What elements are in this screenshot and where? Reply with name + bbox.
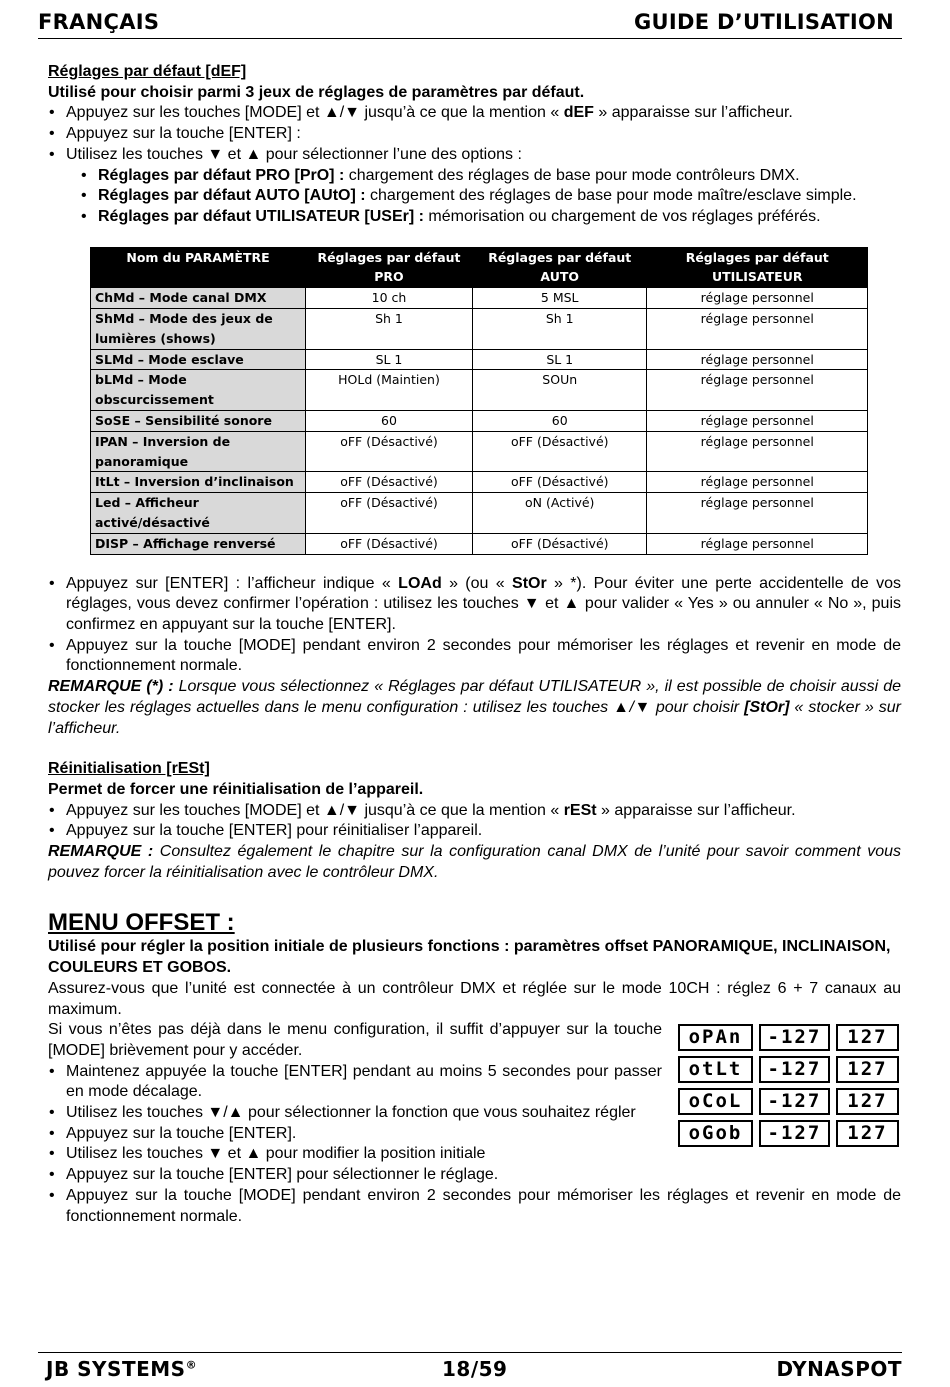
param-name: ShMd – Mode des jeux de lumières (shows) (91, 309, 306, 350)
page-content (48, 62, 901, 1227)
param-name: SoSE – Sensibilité sonore (91, 411, 306, 432)
offset-bullet-3: • Appuyez sur la touche [ENTER]. (48, 1124, 662, 1145)
page-footer (38, 1352, 902, 1387)
lcd-function-display: oPAn (678, 1024, 753, 1051)
param-user: réglage personnel (647, 533, 868, 554)
lcd-max-display: 127 (836, 1056, 899, 1083)
lcd-row-tilt (678, 1056, 899, 1083)
param-auto: Sh 1 (472, 309, 647, 350)
param-auto: 60 (472, 411, 647, 432)
param-pro: 60 (306, 411, 473, 432)
param-name: DISP – Affichage renversé (91, 533, 306, 554)
lcd-function-display: oCoL (678, 1088, 753, 1115)
offset-text-column (48, 1020, 662, 1186)
rest-section-title: Réinitialisation [rESt] (48, 760, 210, 778)
load-display-code: LOAd (398, 574, 442, 592)
param-user: réglage personnel (647, 288, 868, 309)
offset-bullet-list (48, 1062, 662, 1186)
param-pro: Sh 1 (306, 309, 473, 350)
remark-text: Lorsque vous sélectionnez « Réglages par défaut UTILISATEUR », il est possible de choisir aussi de stocker les réglages actuelles dans le menu configuration : utilisez les touches ▲/▼ pour choisir (48, 678, 901, 716)
footer-brand-name: JB SYSTEMS (46, 1357, 186, 1381)
default-settings-table (90, 247, 868, 555)
param-user: réglage personnel (647, 431, 868, 472)
offset-instructions (48, 1020, 901, 1186)
header-guide-title: GUIDE D’UTILISATION (634, 10, 894, 34)
def-option-user-text: mémorisation ou chargement de vos réglages préférés. (423, 207, 821, 225)
lcd-row-color (678, 1088, 899, 1115)
param-pro: HOLd (Maintien) (306, 370, 473, 411)
table-header-name: Nom du PARAMÈTRE (91, 247, 306, 288)
table-row (91, 472, 868, 493)
registered-mark: ® (185, 1358, 198, 1372)
after-table-list (48, 574, 901, 678)
param-name: bLMd – Mode obscurcissement (91, 370, 306, 411)
param-auto: oFF (Désactivé) (472, 533, 647, 554)
param-pro: oFF (Désactivé) (306, 472, 473, 493)
remark-reset-text: Consultez également le chapitre sur la configuration canal DMX de l’unité pour savoir comment vous pouvez forcer la réinitialisation avec le contrôleur DMX. (48, 843, 902, 881)
rest-display-code: rESt (563, 801, 597, 819)
remark-reset-label: REMARQUE : (48, 843, 154, 861)
table-header-pro: Réglages par défaut PRO (306, 247, 473, 288)
lcd-max-display: 127 (836, 1088, 899, 1115)
table-header-user: Réglages par défaut UTILISATEUR (647, 247, 868, 288)
param-user: réglage personnel (647, 309, 868, 350)
lcd-min-display: -127 (759, 1088, 830, 1115)
param-name: ItLt – Inversion d’inclinaison (91, 472, 306, 493)
def-option-auto-text: chargement des réglages de base pour mode maître/esclave simple. (365, 187, 857, 205)
table-row (91, 493, 868, 534)
def-option-pro (80, 166, 901, 187)
param-pro: oFF (Désactivé) (306, 533, 473, 554)
def-option-auto (80, 186, 901, 207)
offset-bullet-1: • Maintenez appuyée la touche [ENTER] pendant au moins 5 secondes pour passer en mode décalage. (48, 1062, 662, 1103)
param-pro: oFF (Désactivé) (306, 431, 473, 472)
table-row (91, 411, 868, 432)
load-bullet-text-b: » (ou « (441, 574, 513, 592)
table-row (91, 533, 868, 554)
lcd-function-display: oGob (678, 1120, 753, 1147)
remark-user-defaults (48, 677, 901, 739)
param-auto: oFF (Désactivé) (472, 472, 647, 493)
remark-stor-code: [StOr] (744, 698, 790, 716)
lcd-row-gobo (678, 1120, 899, 1147)
def-bullet-1-text: Appuyez sur les touches [MODE] et ▲/▼ jusqu’à ce que la mention « (66, 104, 564, 122)
def-section-title: Réglages par défaut [dEF] (48, 63, 247, 80)
def-option-pro-text: chargement des réglages de base pour mode contrôleurs DMX. (344, 166, 800, 184)
table-row (91, 370, 868, 411)
param-name: Led – Afficheur activé/désactivé (91, 493, 306, 534)
table-header-row (91, 247, 868, 288)
lcd-function-display: otLt (678, 1056, 753, 1083)
param-user: réglage personnel (647, 493, 868, 534)
rest-bullet-1-text: Appuyez sur les touches [MODE] et ▲/▼ jusqu’à ce que la mention « (66, 801, 564, 819)
param-name: ChMd – Mode canal DMX (91, 288, 306, 309)
footer-product-name: DYNASPOT (776, 1357, 902, 1381)
offset-intro-2: Si vous n’êtes pas déjà dans le menu configuration, il suffit d’appuyer sur la touche [MODE] brièvement pour y accéder. (48, 1021, 662, 1059)
remark-label: REMARQUE (*) : (48, 678, 174, 696)
table-row (91, 288, 868, 309)
lcd-min-display: -127 (759, 1056, 830, 1083)
def-option-pro-label: Réglages par défaut PRO [PrO] : (98, 166, 345, 184)
param-auto: 5 MSL (472, 288, 647, 309)
lcd-max-display: 127 (836, 1024, 899, 1051)
remark-reset (48, 842, 901, 883)
def-option-user-label: Réglages par défaut UTILISATEUR [USEr] : (98, 207, 424, 225)
param-pro: 10 ch (306, 288, 473, 309)
param-auto: oFF (Désactivé) (472, 431, 647, 472)
def-bullet-2: • Appuyez sur la touche [ENTER] : (48, 124, 901, 145)
rest-bullet-1-end: » apparaisse sur l’afficheur. (596, 801, 796, 819)
param-name: SLMd – Mode esclave (91, 349, 306, 370)
def-option-user (80, 207, 901, 228)
page-header (38, 8, 902, 39)
mode-bullet: • Appuyez sur la touche [MODE] pendant environ 2 secondes pour mémoriser les réglages et revenir en mode de fonctionnement normale. (48, 636, 901, 677)
param-auto: SL 1 (472, 349, 647, 370)
stor-display-code: StOr (512, 574, 547, 592)
param-pro: oFF (Désactivé) (306, 493, 473, 534)
offset-bullet-5: • Appuyez sur la touche [ENTER] pour sélectionner le réglage. (48, 1165, 662, 1186)
page-number: 18/59 (442, 1357, 508, 1381)
offset-intro: Assurez-vous que l’unité est connectée à un contrôleur DMX et réglée sur le mode 10CH : réglez 6 + 7 canaux au maximum. (48, 979, 901, 1018)
offset-final-bullet: • Appuyez sur la touche [MODE] pendant environ 2 secondes pour mémoriser les réglages et revenir en mode de fonctionnement normale. (48, 1186, 901, 1227)
rest-bullet-list (48, 801, 901, 842)
def-bullet-list (48, 103, 901, 165)
table-header-auto: Réglages par défaut AUTO (472, 247, 647, 288)
offset-bullet-4: • Utilisez les touches ▼ et ▲ pour modifier la position initiale (48, 1144, 662, 1165)
lcd-row-pan (678, 1024, 899, 1051)
param-user: réglage personnel (647, 370, 868, 411)
lcd-max-display: 127 (836, 1120, 899, 1147)
header-language: FRANÇAIS (38, 10, 160, 34)
load-bullet-text-a: Appuyez sur [ENTER] : l’afficheur indique « (66, 574, 399, 592)
load-bullet (48, 574, 901, 636)
param-user: réglage personnel (647, 349, 868, 370)
param-pro: SL 1 (306, 349, 473, 370)
rest-section-subtitle: Permet de forcer une réinitialisation de l’appareil. (48, 780, 424, 798)
def-options-list (48, 166, 901, 228)
lcd-min-display: -127 (759, 1024, 830, 1051)
remark-end: « stocker » sur l’afficheur. (48, 698, 902, 737)
def-bullet-1 (48, 103, 901, 124)
rest-bullet-1 (48, 801, 901, 822)
table-row (91, 431, 868, 472)
rest-bullet-2: • Appuyez sur la touche [ENTER] pour réinitialiser l’appareil. (48, 821, 901, 842)
offset-menu-subtitle: Utilisé pour régler la position initiale de plusieurs fonctions : paramètres offset PANORAMIQUE, INCLINAISON, COULEURS ET GOBOS. (48, 938, 891, 977)
table-row (91, 349, 868, 370)
def-section-subtitle: Utilisé pour choisir parmi 3 jeux de réglages de paramètres par défaut. (48, 83, 585, 101)
param-auto: oN (Activé) (472, 493, 647, 534)
lcd-display-illustration (678, 1024, 899, 1152)
param-user: réglage personnel (647, 472, 868, 493)
load-bullet-text-c: » *). Pour éviter une perte accidentelle de vos réglages, vous devez confirmer l’opération : utilisez les touches ▼ et ▲ pour valider « Yes » ou annuler « No », puis confirmez en appuyant sur la touche [ENTER]. (66, 574, 902, 633)
param-name: IPAN – Inversion de panoramique (91, 431, 306, 472)
def-bullet-3: • Utilisez les touches ▼ et ▲ pour sélectionner l’une des options : (48, 145, 901, 166)
def-bullet-1-end: » apparaisse sur l’afficheur. (593, 104, 793, 122)
footer-brand (46, 1357, 197, 1381)
def-option-auto-label: Réglages par défaut AUTO [AUtO] : (98, 187, 366, 205)
def-display-code: dEF (563, 104, 594, 122)
param-auto: SOUn (472, 370, 647, 411)
param-user: réglage personnel (647, 411, 868, 432)
offset-final-list (48, 1186, 901, 1227)
table-row (91, 309, 868, 350)
lcd-min-display: -127 (759, 1120, 830, 1147)
offset-menu-title: MENU OFFSET : (48, 909, 235, 937)
offset-bullet-2: • Utilisez les touches ▼/▲ pour sélectionner la fonction que vous souhaitez régler (48, 1103, 662, 1124)
